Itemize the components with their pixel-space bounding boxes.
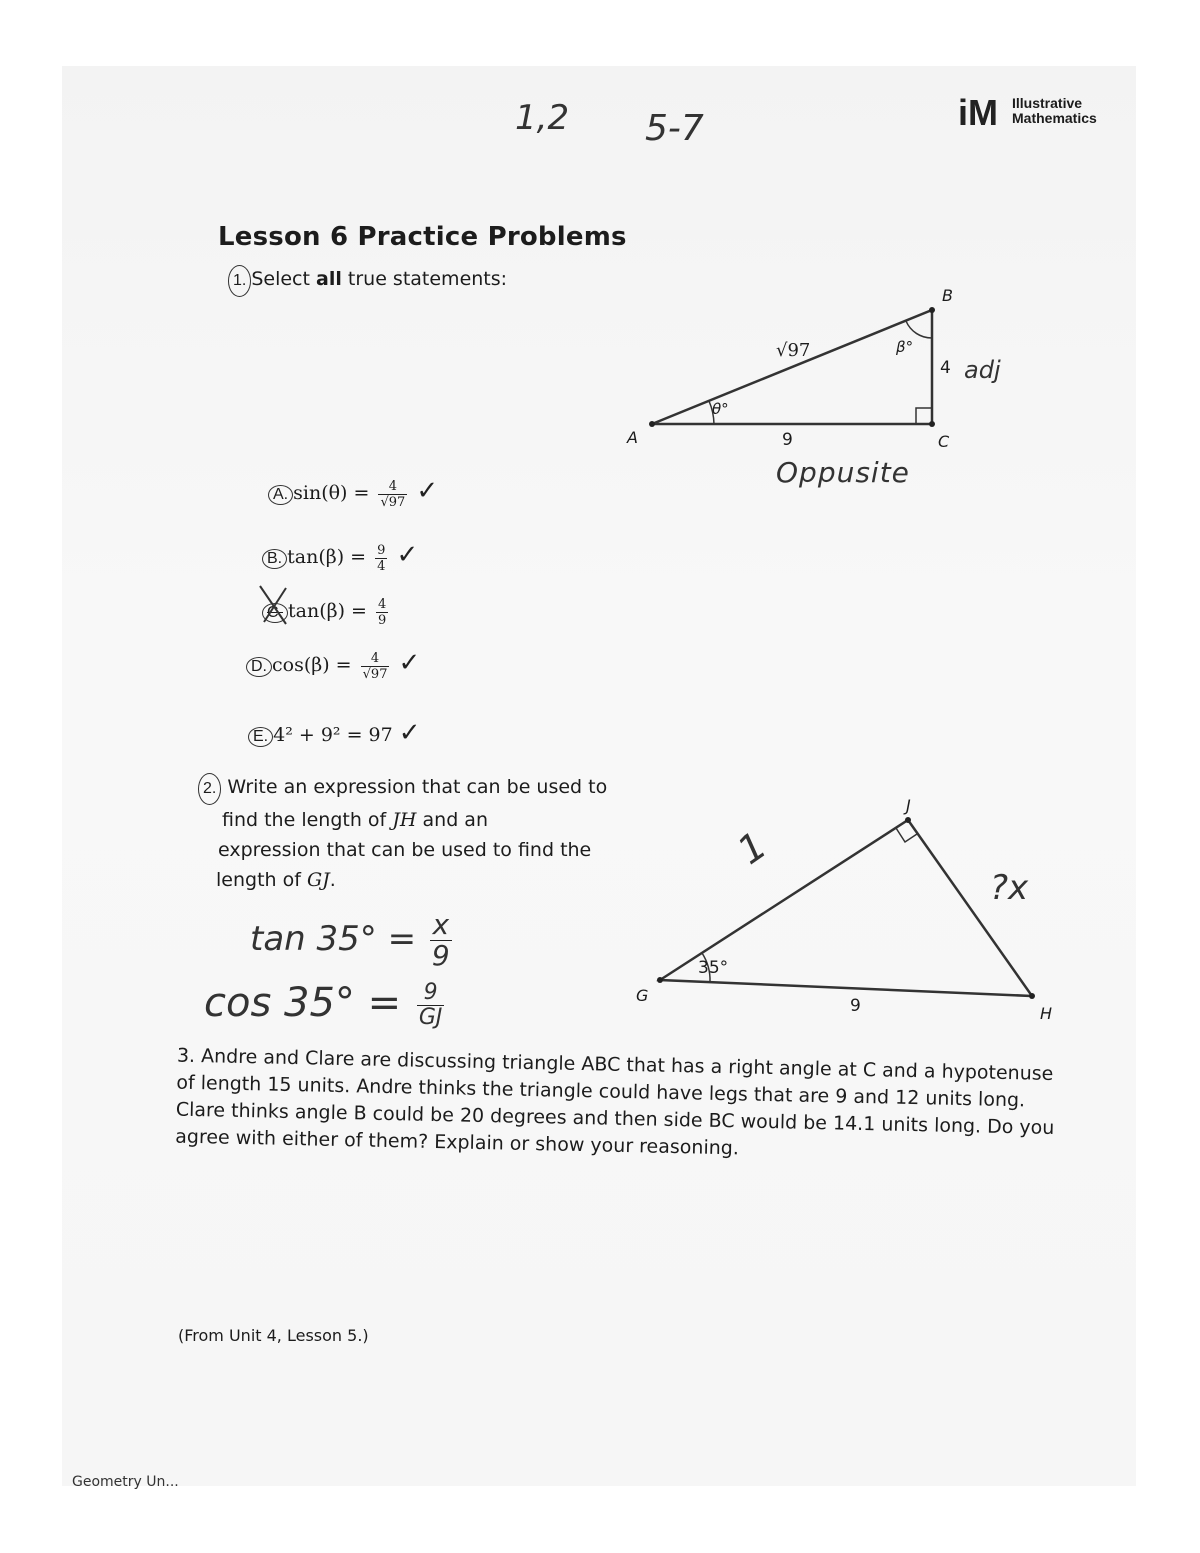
right-angle-marker-c — [916, 408, 932, 424]
option-b-num: 9 — [377, 542, 386, 558]
brand-line1: Illustrative — [1012, 95, 1083, 111]
check-mark-icon: ✓ — [398, 648, 421, 678]
q2-line1: Write an expression that can be used to — [227, 776, 608, 798]
q2-line2-pre: find the length of — [222, 809, 393, 831]
cross-out-mark-icon — [256, 582, 292, 628]
option-d-expr: cos(β) = — [272, 654, 358, 676]
option-c-num: 4 — [378, 596, 387, 612]
im-logo-mark: iM — [958, 92, 998, 133]
label-a: A — [627, 428, 638, 447]
q2-line3: expression that can be used to find the — [218, 839, 592, 861]
beta-arc — [906, 321, 932, 338]
option-d-den: √97 — [362, 666, 388, 682]
vertex-h — [1029, 993, 1035, 999]
vertex-j — [905, 817, 911, 823]
label-j: J — [906, 796, 911, 815]
q1-prompt-post: true statements: — [341, 268, 508, 290]
q2-line4-post: . — [329, 869, 336, 891]
option-c-letter: C. — [262, 603, 288, 623]
q1-number: 1. — [228, 265, 251, 297]
triangle-abc — [652, 310, 932, 424]
q3-text: Andre and Clare are discussing triangle ABC that has a right angle at C and a hypotenuse of length 15 units. Andre thinks the triangle could have legs that are 9 and 12 units long. Clare thinks angle B could be 20 degrees and then side BC would be 14.1 units long. Do you agree with either of them? Explain or show your reasoning. — [175, 1045, 1055, 1160]
option-c-den: 9 — [378, 612, 387, 628]
handwritten-adj-note: adj — [964, 356, 1001, 384]
label-g: G — [636, 986, 649, 1005]
check-mark-icon: ✓ — [398, 718, 421, 748]
option-a-expr: sin(θ) = — [293, 482, 376, 504]
tan-lhs: tan 35° = — [250, 919, 427, 959]
vertex-c — [929, 421, 935, 427]
label-angle-35: 35° — [698, 958, 729, 978]
source-note: (From Unit 4, Lesson 5.) — [178, 1326, 369, 1345]
option-d-num: 4 — [361, 651, 390, 667]
cos-den: GJ — [418, 1004, 443, 1030]
option-c-fraction — [376, 597, 388, 628]
option-b-den: 4 — [377, 558, 386, 574]
option-a-letter: A. — [268, 485, 293, 505]
handwritten-tan-equation — [250, 910, 455, 971]
q2-number: 2. — [198, 773, 221, 805]
q1-prompt-pre: Select — [251, 268, 316, 290]
q2-line4-pre: length of — [216, 869, 307, 891]
label-beta: β° — [896, 338, 914, 356]
triangle-gjh-diagram — [640, 800, 1060, 1020]
handwritten-cos-equation — [204, 980, 447, 1030]
handwritten-one-mark: 1 — [729, 823, 775, 873]
label-gh-9: 9 — [850, 996, 861, 1016]
q3-problem — [175, 1043, 1077, 1170]
option-a-num: 4 — [378, 479, 407, 495]
brand-line2: Mathematics — [1012, 110, 1097, 126]
q1-prompt-bold: all — [316, 268, 342, 290]
handwritten-page-numbers-a: 1,2 — [515, 98, 570, 138]
option-b-expr: tan(β) = — [287, 546, 373, 568]
option-b-letter: B. — [262, 549, 287, 569]
tan-den: 9 — [431, 939, 450, 972]
label-base-9: 9 — [782, 430, 793, 450]
q3-number: 3. — [176, 1044, 196, 1067]
vertex-g — [657, 977, 663, 983]
q1-option-e[interactable] — [248, 718, 421, 748]
option-e-expr: 4² + 9² = 97 — [273, 724, 393, 746]
label-b: B — [942, 286, 953, 305]
q2-var-gj: GJ — [306, 869, 330, 891]
check-mark-icon: ✓ — [416, 476, 439, 506]
option-b-fraction — [375, 543, 387, 574]
label-c: C — [938, 432, 950, 451]
cos-lhs: cos 35° = — [204, 980, 414, 1026]
label-h: H — [1040, 1004, 1053, 1023]
option-a-den: √97 — [380, 494, 406, 510]
q2-prompt — [198, 772, 607, 895]
option-d-letter: D. — [246, 657, 272, 677]
tan-num: x — [430, 910, 452, 941]
q2-var-jh: JH — [392, 809, 417, 831]
check-mark-icon: ✓ — [396, 540, 419, 570]
handwritten-page-numbers-b: 5-7 — [645, 108, 704, 149]
option-a-fraction — [378, 479, 407, 510]
label-theta: θ° — [712, 400, 729, 418]
label-side-4: 4 — [940, 358, 951, 378]
option-d-fraction — [361, 651, 390, 682]
q2-line2-post: and an — [416, 809, 488, 831]
page-title: Lesson 6 Practice Problems — [218, 222, 627, 252]
handwritten-unknown-x: ?x — [990, 868, 1029, 908]
handwritten-opposite-note: Oppusite — [776, 456, 910, 489]
brand-name — [1012, 96, 1097, 126]
cos-num: 9 — [417, 981, 445, 1006]
option-e-letter: E. — [248, 727, 273, 747]
q1-option-a[interactable] — [268, 476, 438, 510]
vertex-a — [649, 421, 655, 427]
q1-option-b[interactable] — [262, 540, 418, 574]
label-hypotenuse: √97 — [776, 340, 811, 361]
vertex-b — [929, 307, 935, 313]
q1-prompt — [228, 264, 507, 297]
footer-text: Geometry Un... — [72, 1474, 179, 1490]
q1-option-d[interactable] — [246, 648, 420, 682]
option-c-expr: tan(β) = — [288, 600, 374, 622]
